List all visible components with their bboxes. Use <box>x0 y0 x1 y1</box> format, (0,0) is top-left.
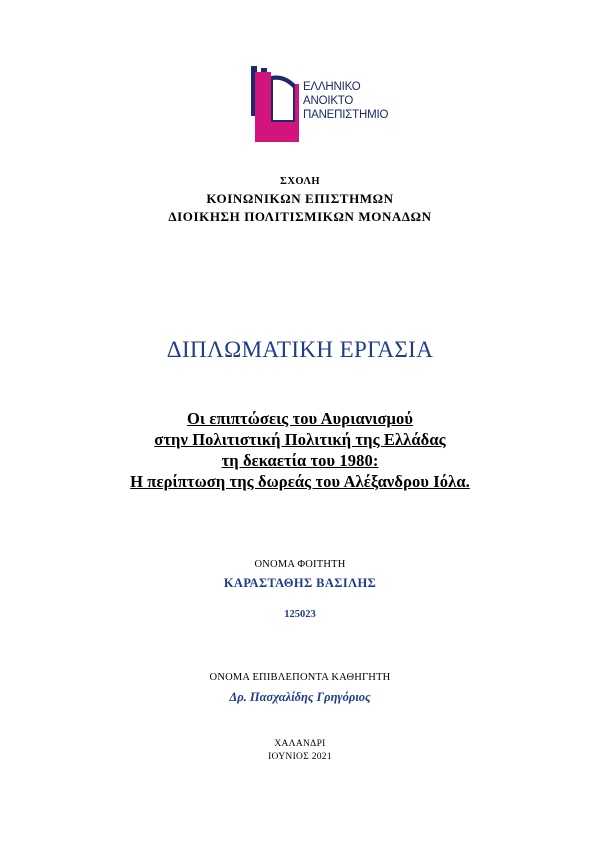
university-logo-text <box>303 80 388 122</box>
thesis-title-line: τη δεκαετία του 1980: <box>221 451 379 470</box>
student-name: ΚΑΡΑΣΤΑΘΗΣ ΒΑΣΙΛΗΣ <box>223 576 377 590</box>
faculty-name: ΚΟΙΝΩΝΙΚΩΝ ΕΠΙΣΤΗΜΩΝ <box>206 191 394 206</box>
thesis-title-line: Οι επιπτώσεις του Αυριανισμού <box>186 409 413 428</box>
program-name: ΔΙΟΙΚΗΣΗ ΠΟΛΙΤΙΣΜΙΚΩΝ ΜΟΝΑΔΩΝ <box>168 209 432 224</box>
thesis-title <box>0 408 600 492</box>
logo-line-3: ΠΑΝΕΠΙΣΤΗΜΙΟ <box>303 109 389 121</box>
student-id: 125023 <box>284 609 316 620</box>
date: ΙΟΥΝΙΟΣ 2021 <box>268 752 332 762</box>
thesis-title-line: στην Πολιτιστική Πολιτική της Ελλάδας <box>154 430 446 449</box>
university-logo <box>251 66 401 142</box>
university-logo-icon <box>251 66 303 142</box>
place: ΧΑΛΑΝΔΡΙ <box>274 739 326 749</box>
supervisor-name: Δρ. Πασχαλίδης Γρηγόριος <box>229 690 371 704</box>
logo-line-1: ΕΛΛΗΝΙΚΟ <box>303 81 361 93</box>
logo-line-2: ΑΝΟΙΚΤΟ <box>303 95 354 107</box>
student-label: ΟΝΟΜΑ ΦΟΙΤΗΤΗ <box>254 559 346 570</box>
thesis-title-line: Η περίπτωση της δωρεάς του Αλέξανδρου Ιόλα. <box>130 472 470 491</box>
school-label: ΣΧΟΛΗ <box>279 176 321 187</box>
supervisor-label: ΟΝΟΜΑ ΕΠΙΒΛΕΠΟΝΤΑ ΚΑΘΗΓΗΤΗ <box>209 672 391 683</box>
thesis-type-heading: ΔΙΠΛΩΜΑΤΙΚΗ ΕΡΓΑΣΙΑ <box>166 337 434 362</box>
